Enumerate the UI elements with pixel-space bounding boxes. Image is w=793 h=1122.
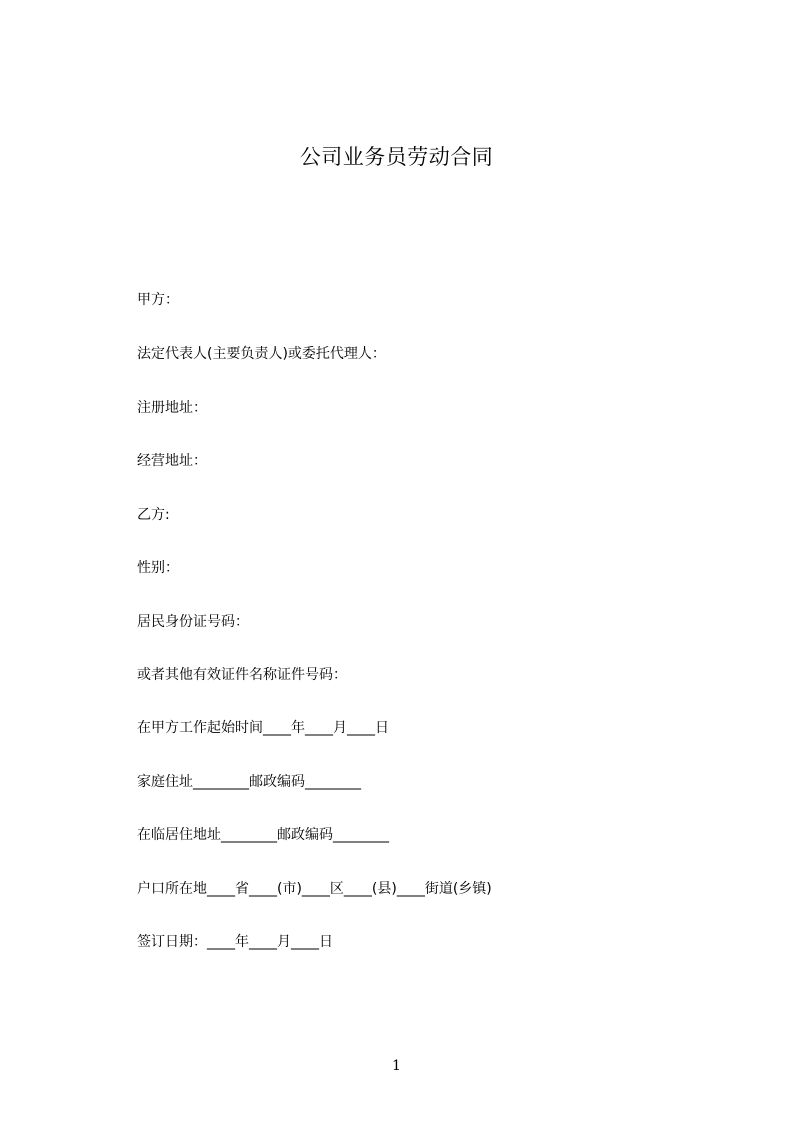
business-address-line: 经营地址： — [137, 453, 207, 469]
document-title: 公司业务员劳动合同 — [299, 145, 494, 169]
household-registration-line: 户口所在地____省____(市)____区____(县)____街道(乡镇) — [137, 881, 492, 897]
party-a-line: 甲方： — [137, 292, 179, 308]
temporary-address-line: 在临居住地址________邮政编码________ — [137, 827, 389, 843]
page-number: 1 — [392, 1058, 401, 1074]
legal-representative-line: 法定代表人(主要负责人)或委托代理人： — [137, 346, 386, 362]
other-id-line: 或者其他有效证件名称证件号码： — [137, 667, 347, 683]
party-b-line: 乙方: — [137, 507, 170, 523]
registered-address-line: 注册地址： — [137, 400, 207, 416]
start-date-line: 在甲方工作起始时间____年____月____日 — [137, 720, 389, 736]
signing-date-line: 签订日期：____年____月____日 — [137, 934, 333, 950]
gender-line: 性别： — [137, 560, 179, 576]
id-number-line: 居民身份证号码： — [137, 614, 249, 630]
home-address-line: 家庭住址________邮政编码________ — [137, 774, 361, 790]
